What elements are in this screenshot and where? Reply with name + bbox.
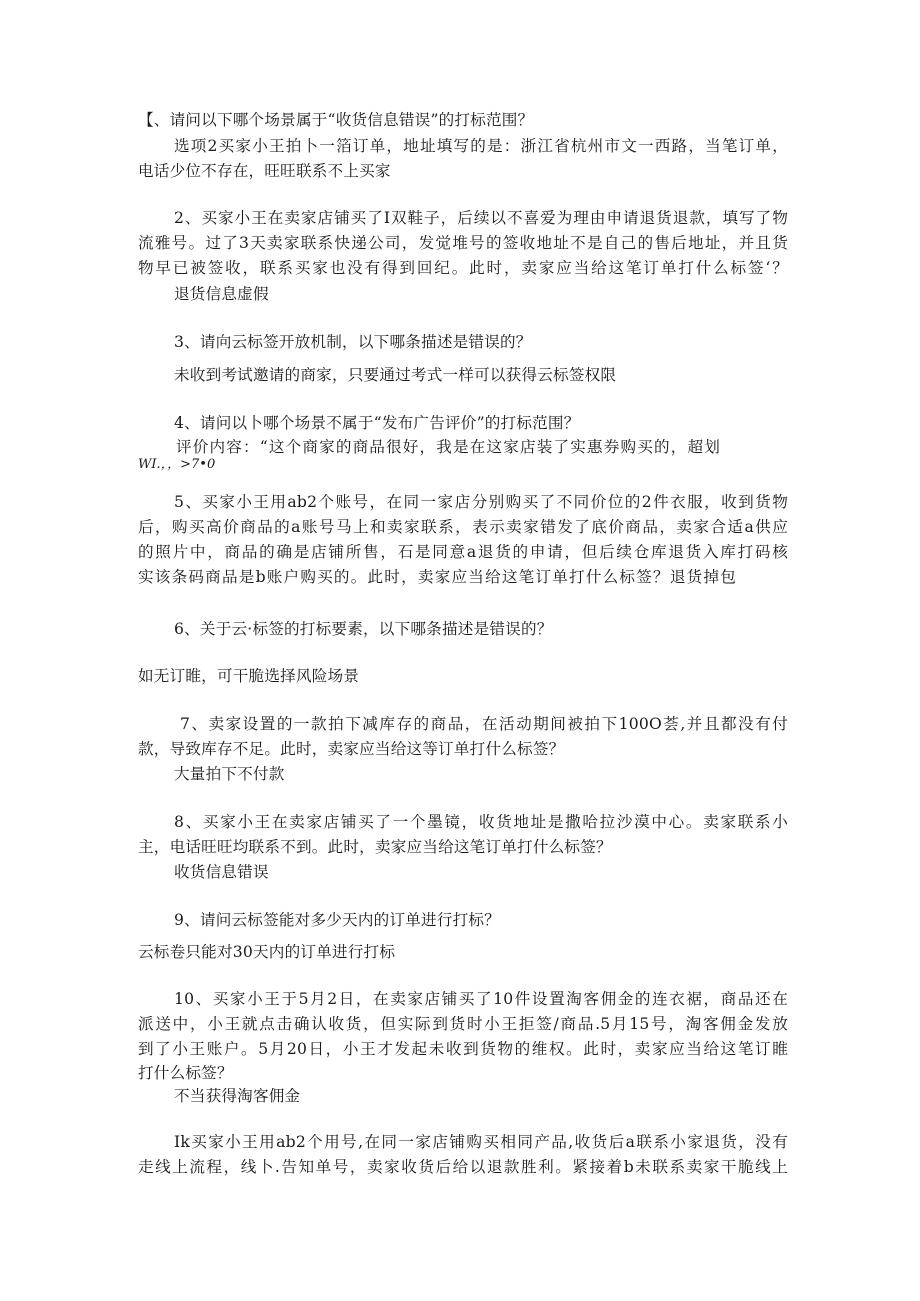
answer-8: 收货信息错误 <box>174 863 269 881</box>
answer-1-line-2: 电话少位不存在，旺旺联系不上买家 <box>138 162 391 180</box>
question-7-line-1: 7、卖家设置的一款拍下减库存的商品，在活动期间被拍下100O荟,并且都没有付 <box>180 715 788 733</box>
question-5-line-4: 实该条码商品是b账户购买的。此时，卖家应当给这笔订单打什么标签？退货掉包 <box>138 568 736 586</box>
question-11-line-1: Ik买家小王用ab2个用号,在同一家店铺购买相同产品,收货后a联系小家退货，没有 <box>174 1133 788 1151</box>
question-8-line-2: 主，电话旺旺均联系不到。此时，卖家应当给这笔订单打什么标签？ <box>138 838 612 856</box>
question-5-line-3: 的照片中，商品的确是店铺所售，石是同意a退货的申请，但后续仓库退货入库打码核 <box>138 543 788 561</box>
answer-9: 云标卷只能对30天内的订单进行打标 <box>138 943 396 961</box>
answer-10: 不当获得淘客佣金 <box>174 1087 301 1105</box>
question-5-line-1: 5、买家小王用ab2个账号，在同一家店分别购买了不同价位的2件衣服，收到货物 <box>174 493 788 511</box>
question-10-line-4: 打什么标签？ <box>138 1064 233 1082</box>
question-9: 9、请问云标签能对多少天内的订单进行打标？ <box>174 911 500 929</box>
answer-7: 大量拍下不付款 <box>174 765 285 783</box>
question-10-line-3: 到了小王账户。5月20日，小王才发起未收到货物的维权。此时，卖家应当给这笔订睢 <box>138 1040 788 1058</box>
question-2-line-2: 流雅号。过了3天卖家联系快递公司，发觉堆号的签收地址不是自己的售后地址，并且货 <box>138 234 788 252</box>
question-2-line-3: 物早已被签收，联系买家也没有得到回纪。此时，卖家应当给这笔订单打什么标签‘？ <box>138 259 788 277</box>
question-8-line-1: 8、买家小王在卖家店铺买了一个墨镜，收货地址是撒哈拉沙漠中心。卖家联系小 <box>174 813 788 831</box>
question-3: 3、请向云标签开放机制，以下哪条描述是错误的？ <box>174 333 532 351</box>
question-11-line-2: 走线上流程，线卜.告知单号，卖家收货后给以退款胜利。紧接着b未联系卖家干脆线上 <box>138 1158 788 1176</box>
answer-4-line-1: 评价内容：“这个商家的商品很好，我是在这家店装了实惠券购买的，超划 <box>176 438 720 456</box>
question-10-line-2: 派送中，小王就点击确认收货，但实际到货时小王拒签/商品.5月15号，淘客佣金发放 <box>138 1015 788 1033</box>
question-1: 【、请问以下哪个场景属于“收货信息错误”的打标范围？ <box>138 111 534 129</box>
answer-2: 退货信息虚假 <box>174 285 269 303</box>
question-5-line-2: 后，购买高价商品的a账号马上和卖家联系，表示卖家错发了底价商品，卖家合适a供应 <box>138 518 788 536</box>
answer-4-line-2: WI.，，>7•0 <box>138 457 216 472</box>
question-7-line-2: 款，导致库存不足。此时，卖家应当给这等订单打什么标签？ <box>138 740 565 758</box>
question-2-line-1: 2、买家小王在卖家店铺买了I双鞋子，后续以不喜爱为理由申请退货退款，填写了物 <box>174 209 788 227</box>
question-6: 6、关于云·标签的打标要素，以下哪条描述是错误的？ <box>174 620 553 638</box>
answer-6: 如无订睢，可干脆选择风险场景 <box>138 667 360 685</box>
answer-3: 未收到考试邀请的商家，只要通过考式一样可以获得云标签权限 <box>174 366 617 384</box>
question-4: 4、请问以卜哪个场景不属于“发布广告评价”的打标范围？ <box>174 414 580 432</box>
answer-1-line-1: 选项2买家小王拍卜一箔订单，地址填写的是：浙江省杭州市文一西路，当笔订单， <box>174 137 788 155</box>
question-10-line-1: 10、买家小王于5月2日，在卖家店铺买了10件设置淘客佣金的连衣裾，商品还在 <box>174 990 788 1008</box>
